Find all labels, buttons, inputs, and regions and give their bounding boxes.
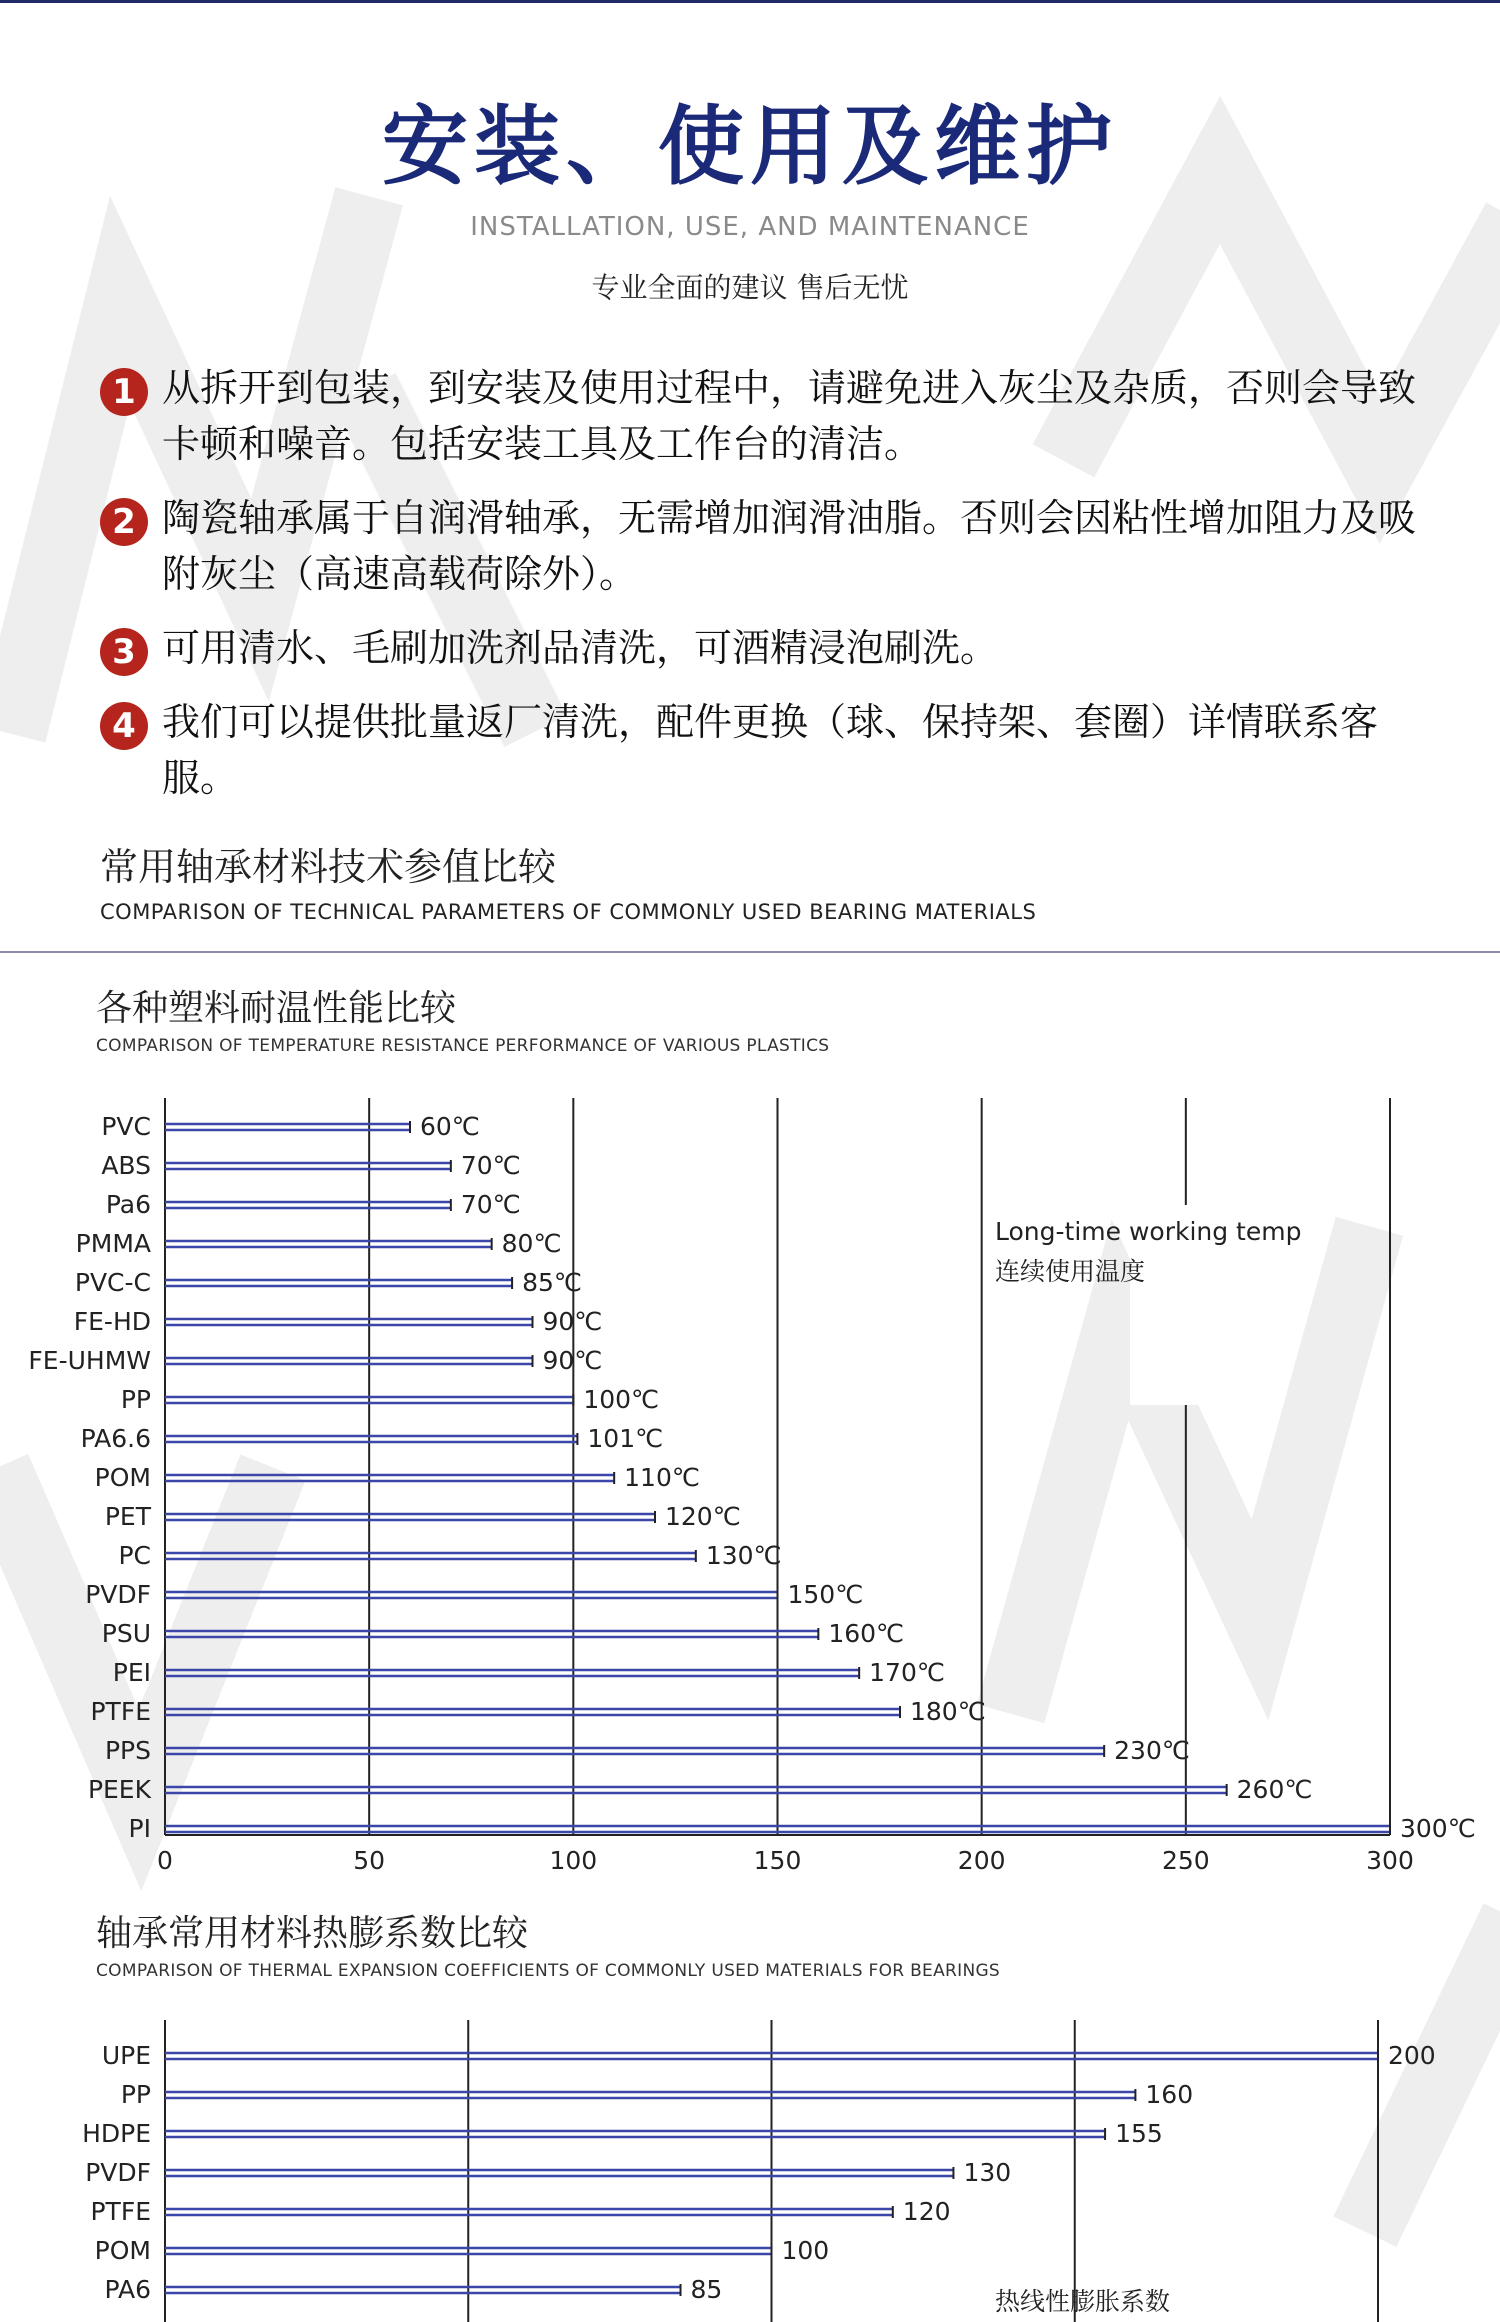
number-badge-3: 3 [100,628,148,676]
category-label: PI [128,1814,151,1843]
category-label: FE-HD [73,1307,151,1336]
data-label: 70℃ [460,1151,521,1180]
category-label: PEI [112,1658,151,1687]
thermal-expansion-chart [0,2000,1500,2322]
x-tick-label: 200 [957,1846,1006,1875]
section-title: 常用轴承材料技术参值比较 [100,845,557,889]
category-label: PPS [104,1736,151,1765]
data-label: 80℃ [501,1229,562,1258]
data-label: 101℃ [587,1424,664,1453]
data-label: 70℃ [460,1190,521,1219]
page-title: 安装、使用及维护 [382,97,1118,197]
category-label: PVDF [85,1580,151,1609]
category-label: PVC-C [74,1268,151,1297]
data-label: 100 [781,2236,830,2265]
data-label: 60℃ [420,1112,480,1141]
number-badge-1: 1 [100,368,148,416]
chart-annotation: 连续使用温度 [995,1257,1146,1286]
x-tick-label: 100 [549,1846,598,1875]
data-label: 150℃ [787,1580,864,1609]
data-label: 130℃ [705,1541,782,1570]
data-label: 120℃ [665,1502,741,1531]
notes-list [100,360,1420,824]
category-label: UPE [101,2041,151,2070]
note-item [100,360,1420,472]
data-label: 160℃ [828,1619,905,1648]
category-label: PVDF [85,2158,151,2187]
section-divider [0,951,1500,953]
note-item [100,694,1420,806]
category-label: PP [120,1385,151,1414]
number-badge-4: 4 [100,702,148,750]
data-label: 230℃ [1114,1736,1190,1765]
note-text: 陶瓷轴承属于自润滑轴承，无需增加润滑油脂。否则会因粘性增加阻力及吸附灰尘（高速高载荷除外）。 [162,496,1417,596]
note-text: 我们可以提供批量返厂清洗，配件更换（球、保持架、套圈）详情联系客服。 [162,700,1379,800]
category-label: POM [94,1463,151,1492]
category-label: PA6.6 [80,1424,151,1453]
x-tick-label: 0 [157,1846,173,1875]
data-label: 120 [902,2197,951,2226]
category-label: PET [104,1502,151,1531]
note-item [100,620,1420,676]
data-label: 85 [690,2275,723,2304]
x-tick-label: 300 [1366,1846,1414,1875]
category-label: POM [94,2236,151,2265]
temperature-resistance-chart [0,1080,1500,1880]
section-subtitle: COMPARISON OF TECHNICAL PARAMETERS OF COMMONLY USED BEARING MATERIALS [100,900,1037,924]
note-text: 可用清水、毛刷加洗剂品清洗，可酒精浸泡刷洗。 [162,626,999,670]
note-item [100,490,1420,602]
category-label: PSU [101,1619,151,1648]
x-tick-label: 150 [753,1846,802,1875]
chart2-title: 轴承常用材料热膨系数比较 [96,1913,529,1954]
x-tick-label: 50 [353,1846,386,1875]
data-label: 155 [1115,2119,1163,2148]
category-label: PEEK [87,1775,151,1804]
category-label: PVC [101,1112,151,1141]
category-label: ABS [101,1151,151,1180]
chart-annotation: 热线性膨胀系数 [995,2287,1171,2316]
data-label: 85℃ [522,1268,582,1297]
data-label: 90℃ [542,1307,603,1336]
data-label: 170℃ [869,1658,945,1687]
category-label: PP [120,2080,151,2109]
category-label: PMMA [75,1229,151,1258]
data-label: 200 [1388,2041,1436,2070]
data-label: 180℃ [910,1697,986,1726]
data-label: 160 [1145,2080,1194,2109]
data-label: 90℃ [542,1346,603,1375]
page-subtitle: INSTALLATION, USE, AND MAINTENANCE [470,212,1030,242]
data-label: 260℃ [1236,1775,1313,1804]
category-label: Pa6 [105,1190,151,1219]
note-text: 从拆开到包装，到安装及使用过程中，请避免进入灰尘及杂质，否则会导致卡顿和噪音。包括安装工具及工作台的清洁。 [162,366,1417,466]
x-tick-label: 250 [1161,1846,1210,1875]
chart-annotation: Long-time working temp [995,1217,1302,1246]
category-label: PA6 [104,2275,151,2304]
category-label: FE-UHMW [28,1346,151,1375]
category-label: PTFE [90,1697,151,1726]
top-rule [0,0,1500,3]
chart1-subtitle: COMPARISON OF TEMPERATURE RESISTANCE PERFORMANCE OF VARIOUS PLASTICS [96,1036,830,1056]
category-label: PC [118,1541,151,1570]
data-label: 110℃ [624,1463,700,1492]
data-label: 130 [963,2158,1012,2187]
category-label: PTFE [90,2197,151,2226]
number-badge-2: 2 [100,498,148,546]
data-label: 100℃ [583,1385,660,1414]
chart2-subtitle: COMPARISON OF THERMAL EXPANSION COEFFICIENTS OF COMMONLY USED MATERIALS FOR BEARINGS [96,1961,1001,1981]
page-tagline: 专业全面的建议 售后无忧 [591,271,909,304]
category-label: HDPE [82,2119,151,2148]
chart1-title: 各种塑料耐温性能比较 [96,988,457,1029]
data-label: 300℃ [1400,1814,1476,1843]
